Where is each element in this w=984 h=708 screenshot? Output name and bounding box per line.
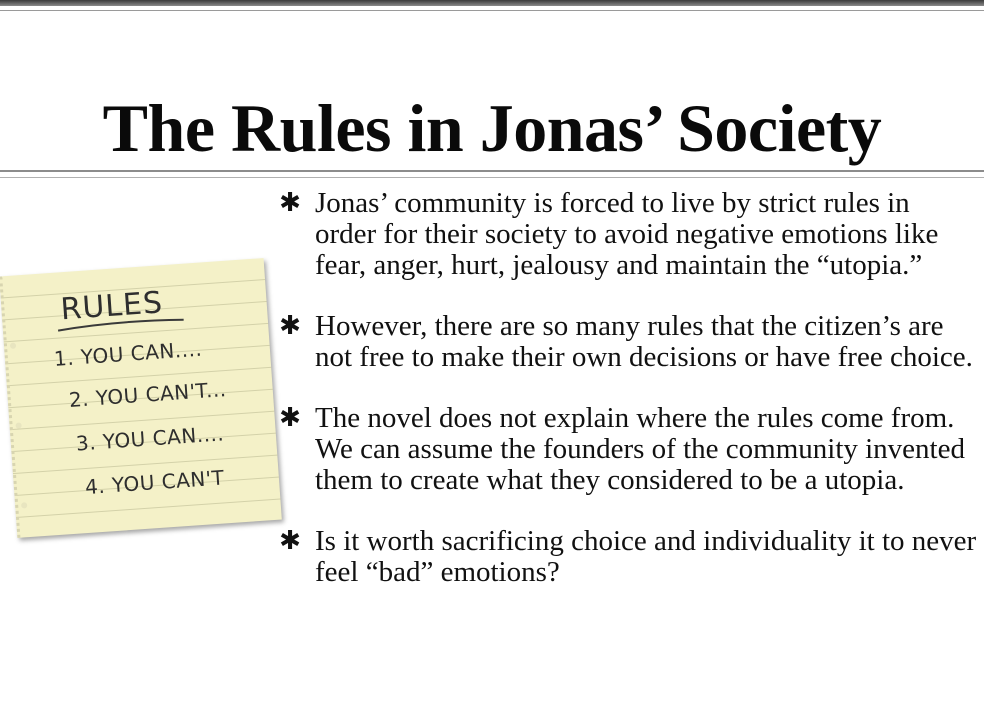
note-heading: RULES bbox=[59, 285, 165, 328]
asterisk-bullet-icon: ✱ bbox=[279, 526, 301, 556]
bullet-item bbox=[278, 526, 978, 588]
rules-note-image bbox=[0, 258, 282, 538]
note-item: 3. YOU CAN.... bbox=[75, 421, 225, 456]
bullet-text: Is it worth sacrificing choice and individuality it to never feel “bad” emotions? bbox=[315, 525, 977, 588]
title-divider bbox=[0, 170, 984, 172]
title-divider-thin bbox=[0, 177, 984, 178]
slide-title: The Rules in Jonas’ Society bbox=[102, 89, 882, 166]
bullet-text: Jonas’ community is forced to live by strict rules in order for their society to avoid negative emotions like fear, anger, hurt, jealousy and maintain the “utopia.” bbox=[315, 187, 939, 281]
bullet-item bbox=[278, 311, 978, 373]
note-item: 4. YOU CAN'T bbox=[84, 465, 226, 500]
window-top-bar bbox=[0, 0, 984, 6]
bullet-item bbox=[278, 403, 978, 496]
note-item: 1. YOU CAN.... bbox=[53, 336, 203, 371]
header-rule bbox=[0, 10, 984, 11]
bullet-text: The novel does not explain where the rules come from. We can assume the founders of the community invented them to create what they considered to be a utopia. bbox=[315, 402, 965, 496]
asterisk-bullet-icon: ✱ bbox=[279, 188, 301, 218]
bullet-text: However, there are so many rules that the citizen’s are not free to make their own decisions or have free choice. bbox=[315, 310, 973, 373]
bullet-item bbox=[278, 188, 978, 281]
asterisk-bullet-icon: ✱ bbox=[279, 403, 301, 433]
note-item: 2. YOU CAN'T... bbox=[68, 377, 228, 412]
bullet-list bbox=[278, 188, 978, 588]
asterisk-bullet-icon: ✱ bbox=[279, 311, 301, 341]
